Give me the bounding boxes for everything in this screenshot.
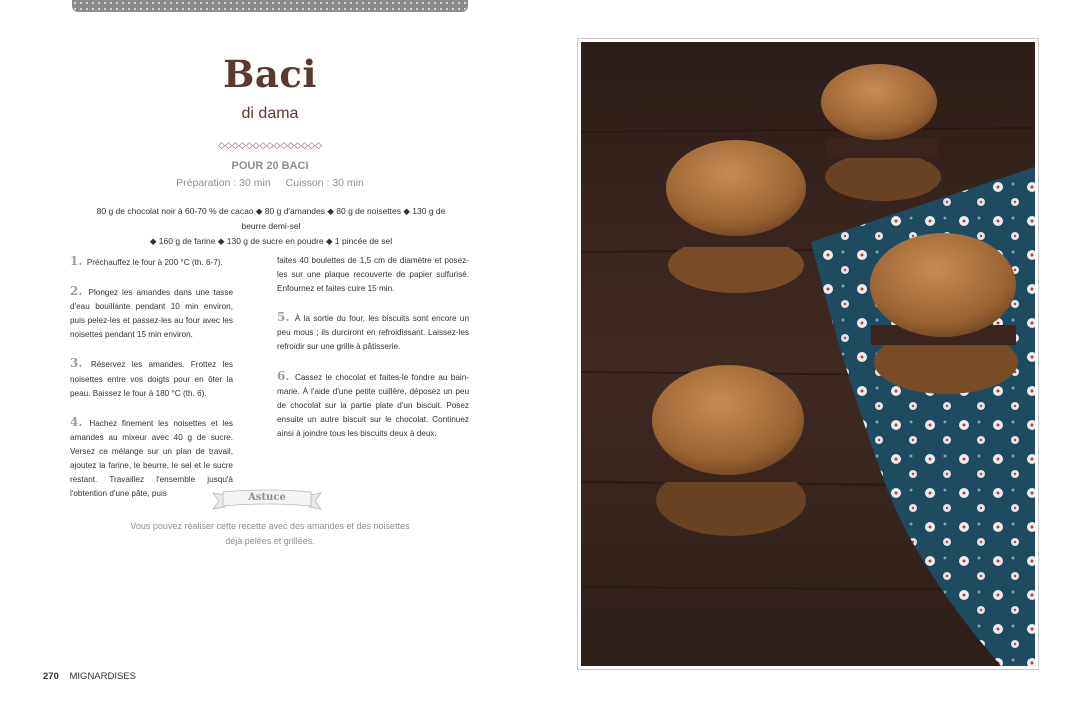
step-5 [277,310,469,354]
tip-text: Vous pouvez réaliser cette recette avec des amandes et des noisettes déjà pelées et grillées. [130,521,410,546]
tip-label: Astuce [248,492,286,503]
recipe-title: Baci [223,52,317,96]
step-text: Préchauffez le four à 200 °C (th. 6-7). [86,258,223,267]
step-number: 2. [70,284,83,299]
page-number: 270 [43,671,59,682]
step-6 [277,369,469,441]
step-2 [70,284,233,342]
step-number: 4. [70,414,83,429]
ingredients-list [86,204,456,249]
step-number: 5. [277,310,290,325]
step-text: Hachez finement les noisettes et les amandes au mixeur avec 40 g de sucre. Versez ce mélange sur un plan de travail, ajoutez la farine, le beurre, le sel et le sucre restant. Travaillez l'ensemble jusqu'à l'obtention d'une pâte, puis [70,418,233,499]
cook-time: Cuisson : 30 min [285,177,364,189]
step-4-continued [277,254,469,296]
steps-column-right [277,254,469,455]
step-number: 1. [70,254,83,268]
step-text: faites 40 boulettes de 1,5 cm de diamètre et posez-les sur une plaque recouverte de papier sulfurisé. Enfournez et faites cuire 15 min. [277,256,469,294]
step-text: À la sortie du four, les biscuits sont encore un peu mous ; ils durciront en refroidissant. Laissez-les refroidir sur une grille à pâtisserie. [277,314,470,352]
step-text: Plongez les amandes dans une tasse d'eau bouillante pendant 10 min environ, puis pelez-les et passez-les au four avec les noisettes pendant 15 min environ. [70,288,234,340]
step-text: Réservez les amandes. Frottez les noisettes entre vos doigts pour en ôter la peau. Baissez le four à 180 °C (th. 6). [70,360,234,398]
page-footer [43,671,136,682]
servings-label: POUR 20 BACI [231,160,309,172]
step-number: 6. [277,368,290,383]
prep-time: Préparation : 30 min [176,177,271,189]
ingredients-line: ◆ 160 g de farine ◆ 130 g de sucre en poudre ◆ 1 pincée de sel [149,236,393,246]
ingredients-line: 80 g de chocolat noir à 60-70 % de cacao ◆ 80 g d'amandes ◆ 80 g de noisettes ◆ 130 g de beurre demi-sel [96,206,446,231]
step-3 [70,356,233,400]
photo-frame [577,38,1039,670]
time-info [0,177,540,189]
top-decorative-border [72,0,468,12]
baci-cookies-photo [581,42,1035,666]
recipe-subtitle: di dama [241,105,299,122]
step-text: Cassez le chocolat et faites-le fondre au bain-marie. À l'aide d'une petite cuillère, déposez un peu de chocolat sur la partie plate d'un biscuit. Posez ensuite un autre biscuit sur le chocolat. Continuez ainsi à joindre tous les biscuits deux à deux. [277,372,469,438]
step-4 [70,415,233,502]
steps-column-left [70,254,233,515]
section-name: MIGNARDISES [69,671,137,682]
step-number: 3. [70,356,83,371]
ornament-divider: ◇◇◇◇◇◇◇◇◇◇◇◇◇◇◇ [218,140,322,150]
step-1 [70,254,233,270]
